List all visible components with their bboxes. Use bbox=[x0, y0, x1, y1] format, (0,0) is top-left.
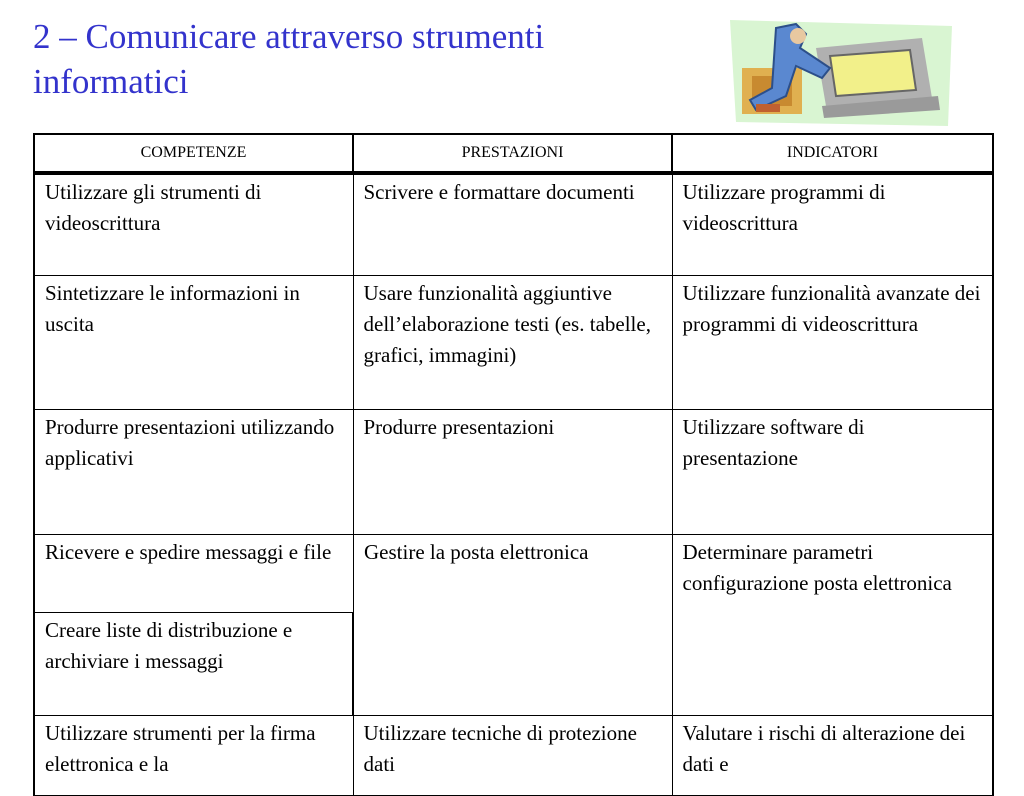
table-row bbox=[34, 534, 993, 612]
header-indicatori: INDICATORI bbox=[672, 134, 993, 173]
table-row bbox=[34, 173, 993, 275]
cell-indicatore: Valutare i rischi di alterazione dei dati e bbox=[672, 715, 993, 795]
table-row bbox=[34, 275, 993, 409]
header-competenze: COMPETENZE bbox=[34, 134, 353, 173]
table-header-row bbox=[34, 134, 993, 173]
cell-prestazione: Gestire la posta elettronica bbox=[353, 534, 672, 715]
cell-indicatore: Determinare parametri configurazione posta elettronica bbox=[672, 534, 993, 715]
cell-indicatore: Utilizzare funzionalità avanzate dei programmi di videoscrittura bbox=[672, 275, 993, 409]
person-running-with-computer-clipart bbox=[726, 18, 956, 128]
header-prestazioni: PRESTAZIONI bbox=[353, 134, 672, 173]
competences-table bbox=[33, 133, 994, 796]
cell-competenza: Produrre presentazioni utilizzando applicativi bbox=[34, 409, 353, 534]
cell-competenza: Utilizzare gli strumenti di videoscrittura bbox=[34, 173, 353, 275]
cell-prestazione: Produrre presentazioni bbox=[353, 409, 672, 534]
cell-competenza: Sintetizzare le informazioni in uscita bbox=[34, 275, 353, 409]
cell-competenza: Creare liste di distribuzione e archiviare i messaggi bbox=[34, 612, 353, 715]
cell-prestazione: Scrivere e formattare documenti bbox=[353, 173, 672, 275]
cell-competenza: Utilizzare strumenti per la firma elettronica e la bbox=[34, 715, 353, 795]
cell-competenza: Ricevere e spedire messaggi e file bbox=[34, 534, 353, 612]
cell-prestazione: Usare funzionalità aggiuntive dell’elaborazione testi (es. tabelle, grafici, immagini) bbox=[353, 275, 672, 409]
page-title: 2 – Comunicare attraverso strumenti informatici bbox=[33, 17, 545, 101]
cell-indicatore: Utilizzare software di presentazione bbox=[672, 409, 993, 534]
table-row bbox=[34, 409, 993, 534]
cell-prestazione: Utilizzare tecniche di protezione dati bbox=[353, 715, 672, 795]
table-row bbox=[34, 715, 993, 795]
cell-indicatore: Utilizzare programmi di videoscrittura bbox=[672, 173, 993, 275]
